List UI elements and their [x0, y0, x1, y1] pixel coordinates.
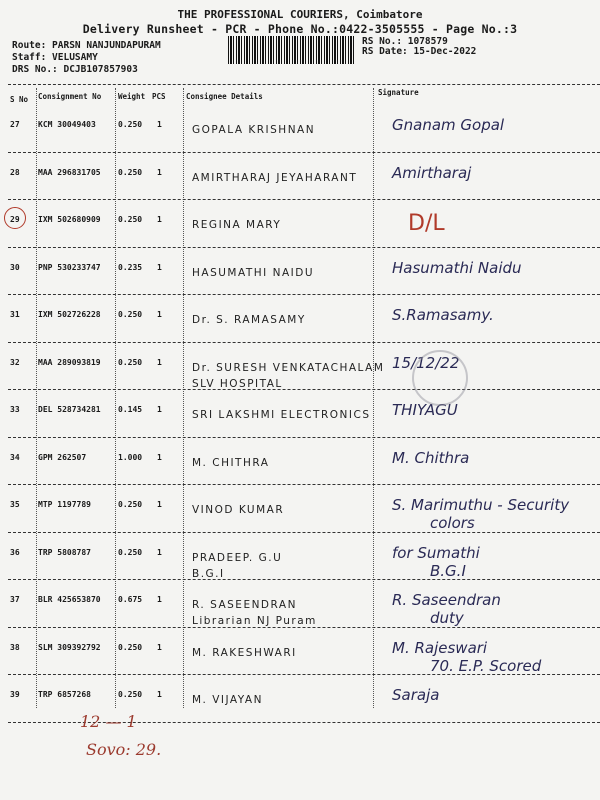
weight-value: 0.250	[118, 357, 143, 367]
consignment-number: IXM 502726228	[38, 310, 101, 319]
weight-value: 0.250	[118, 215, 143, 224]
consignee-name: HASUMATHI NAIDU	[192, 266, 315, 279]
row-divider	[8, 627, 600, 628]
consignment-number: PNP 530233747	[38, 262, 101, 272]
col-pcs: PCS	[152, 92, 166, 101]
weight-value: 0.250	[118, 690, 143, 699]
signature-text: THIYAGU	[392, 401, 458, 419]
company-stamp	[412, 350, 468, 406]
consignee-name: R. SASEENDRAN	[192, 599, 297, 611]
signature-line-2: duty	[430, 609, 464, 627]
row-divider	[8, 342, 600, 343]
consignment-number: TRP 6857268	[38, 690, 91, 699]
col-sno: S No	[10, 95, 29, 104]
consignee-name: GOPALA KRISHNAN	[192, 124, 316, 136]
signature-text: M. Rajeswari	[392, 638, 488, 657]
consignee-name: M. RAKESHWARI	[192, 646, 297, 659]
row-divider	[8, 484, 600, 485]
signature-text: D/L	[408, 211, 445, 236]
pieces-count: 1	[157, 310, 162, 319]
serial-number: 28	[10, 167, 20, 177]
weight-value: 0.250	[118, 167, 143, 177]
pieces-count: 1	[157, 547, 162, 557]
route-label: Route: PARSN NANJUNDAPURAM	[12, 40, 161, 51]
signature-text: 15/12/22	[392, 353, 460, 372]
consignee-line-2: SLV HOSPITAL	[192, 377, 283, 390]
signature-text: Saraja	[392, 686, 440, 704]
consignment-number: KCM 30049403	[38, 120, 96, 129]
consignment-number: MTP 1197789	[38, 500, 91, 509]
signature-text: Gnanam Gopal	[392, 116, 505, 134]
pieces-count: 1	[157, 215, 162, 224]
rs-date: RS Date: 15-Dec-2022	[362, 46, 477, 57]
col-details: Consignee Details	[186, 92, 263, 101]
signature-text: R. Saseendran	[392, 591, 501, 609]
consignee-name: PRADEEP. G.U	[192, 551, 283, 564]
consignment-number: SLM 309392792	[38, 642, 101, 652]
barcode	[228, 36, 356, 64]
consignee-name: M. CHITHRA	[192, 456, 270, 469]
company-name: THE PROFESSIONAL COURIERS, Coimbatore	[177, 8, 423, 21]
row-divider	[8, 389, 600, 390]
table-row	[0, 154, 600, 204]
col-consignment: Consignment No	[38, 92, 102, 101]
consignee-name: M. VIJAYAN	[192, 694, 263, 706]
consignee-line-2: Librarian NJ Puram	[192, 615, 317, 627]
table-row	[0, 391, 600, 441]
col-weight: Weight	[118, 92, 146, 101]
consignee-name: Dr. S. RAMASAMY	[192, 314, 306, 326]
row-divider	[8, 247, 600, 248]
row-divider	[8, 152, 600, 153]
signature-text: M. Chithra	[392, 448, 470, 467]
serial-number: 34	[10, 452, 20, 462]
rs-number: RS No.: 1078579	[362, 36, 448, 47]
table-row	[0, 439, 600, 489]
table-row	[0, 201, 600, 251]
row-divider	[8, 437, 600, 438]
col-signature: Signature	[378, 88, 419, 97]
table-row	[0, 581, 600, 631]
table-row	[0, 296, 600, 346]
row-divider	[8, 532, 600, 533]
staff-label: Staff: VELUSAMY	[12, 52, 98, 63]
consignment-number: GPM 262507	[38, 452, 87, 462]
table-row	[0, 344, 600, 394]
pieces-count: 1	[157, 405, 162, 414]
serial-number: 37	[10, 595, 20, 604]
consignment-number: MAA 289093819	[38, 357, 101, 367]
consignee-name: SRI LAKSHMI ELECTRONICS	[192, 409, 371, 421]
consignment-number: DEL 528734281	[38, 405, 101, 414]
weight-value: 0.250	[118, 310, 143, 319]
pieces-count: 1	[157, 167, 162, 177]
serial-number: 38	[10, 642, 20, 652]
serial-number: 29	[10, 215, 20, 224]
row-divider	[8, 674, 600, 675]
header-divider	[8, 84, 600, 85]
serial-number: 32	[10, 357, 20, 367]
pieces-count: 1	[157, 262, 162, 272]
row-divider	[8, 199, 600, 200]
runsheet-title: Delivery Runsheet - PCR - Phone No.:0422-3505555 - Page No.:3	[82, 22, 518, 36]
footer-count: 12 — 1	[80, 712, 137, 731]
signature-text: S.Ramasamy.	[392, 306, 494, 324]
weight-value: 0.250	[118, 547, 143, 557]
pieces-count: 1	[157, 120, 162, 129]
consignee-line-2: B.G.I	[192, 567, 225, 580]
weight-value: 0.250	[118, 120, 143, 129]
weight-value: 0.250	[118, 500, 143, 509]
drs-number: DRS No.: DCJB107857903	[12, 64, 138, 75]
signature-line-2: colors	[430, 514, 475, 532]
consignment-number: MAA 296831705	[38, 167, 101, 177]
pieces-count: 1	[157, 642, 162, 652]
signature-text: S. Marimuthu - Security	[392, 496, 570, 514]
signature-line-2: B.G.I	[430, 561, 466, 580]
signature-text: Hasumathi Naidu	[392, 258, 522, 277]
table-row	[0, 249, 600, 299]
pieces-count: 1	[157, 595, 162, 604]
consignment-number: BLR 425653870	[38, 595, 101, 604]
consignment-number: IXM 502680909	[38, 215, 101, 224]
row-highlight-circle	[4, 207, 26, 229]
footer-total: Sovo: 29.	[86, 740, 162, 759]
serial-number: 30	[10, 262, 20, 272]
serial-number: 33	[10, 405, 20, 414]
pieces-count: 1	[157, 500, 162, 509]
serial-number: 31	[10, 310, 20, 319]
pieces-count: 1	[157, 690, 162, 699]
weight-value: 0.235	[118, 262, 143, 272]
serial-number: 36	[10, 547, 20, 557]
consignment-number: TRP 5808787	[38, 547, 91, 557]
consignee-name: AMIRTHARAJ JEYAHARANT	[192, 171, 358, 184]
serial-number: 39	[10, 690, 20, 699]
pieces-count: 1	[157, 357, 162, 367]
weight-value: 0.675	[118, 595, 143, 604]
table-row	[0, 106, 600, 156]
row-divider	[8, 294, 600, 295]
weight-value: 0.145	[118, 405, 143, 414]
serial-number: 27	[10, 120, 20, 129]
consignee-name: REGINA MARY	[192, 219, 282, 231]
weight-value: 0.250	[118, 642, 143, 652]
serial-number: 35	[10, 500, 20, 509]
consignee-name: VINOD KUMAR	[192, 504, 285, 516]
signature-text: Amirtharaj	[392, 163, 472, 182]
table-row	[0, 534, 600, 584]
signature-line-2: 70. E.P. Scored	[430, 656, 542, 675]
table-row	[0, 629, 600, 679]
row-divider	[8, 579, 600, 580]
pieces-count: 1	[157, 452, 162, 462]
signature-text: for Sumathi	[392, 543, 480, 562]
weight-value: 1.000	[118, 452, 143, 462]
table-row	[0, 486, 600, 536]
consignee-name: Dr. SURESH VENKATACHALAM	[192, 361, 385, 374]
